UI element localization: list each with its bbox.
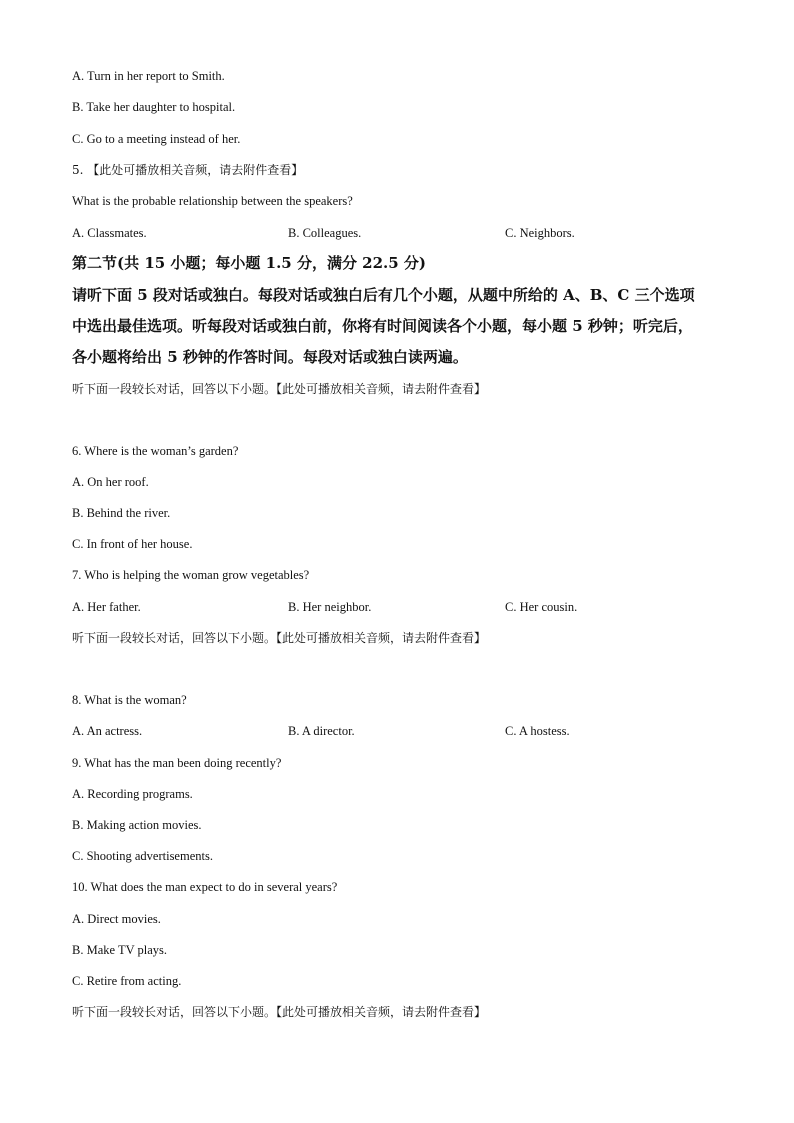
q7-stem: 7. Who is helping the woman grow vegetables? — [72, 568, 310, 582]
q6-option-b: B. Behind the river. — [72, 506, 171, 520]
listen-instruction-3: 听下面一段较长对话，回答以下小题。【此处可播放相关音频，请去附件查看】 — [72, 1005, 487, 1019]
q7-option-b: B. Her neighbor. — [288, 600, 372, 614]
q10-option-b: B. Make TV plays. — [72, 943, 168, 957]
q5-stem: What is the probable relationship between the speakers? — [72, 194, 353, 208]
q4-option-c: C. Go to a meeting instead of her. — [72, 132, 241, 146]
listen-instruction-1: 听下面一段较长对话，回答以下小题。【此处可播放相关音频，请去附件查看】 — [72, 382, 487, 396]
q8-option-a: A. An actress. — [72, 724, 143, 738]
instructions-line-1: 请听下面 5 段对话或独白。每段对话或独白后有几个小题，从题中所给的 A、B、C 三个选项 — [72, 286, 695, 304]
q4-option-a: A. Turn in her report to Smith. — [72, 69, 225, 83]
q6-stem: 6. Where is the woman’s garden? — [72, 444, 239, 458]
instructions-line-2: 中选出最佳选项。听每段对话或独白前，你将有时间阅读各个小题，每小题 5 秒钟；听完后， — [72, 317, 693, 335]
q8-stem: 8. What is the woman? — [72, 693, 187, 707]
q7-option-c: C. Her cousin. — [505, 600, 578, 614]
q9-option-b: B. Making action movies. — [72, 818, 202, 832]
q5-option-b: B. Colleagues. — [288, 226, 362, 240]
listen-instruction-2: 听下面一段较长对话，回答以下小题。【此处可播放相关音频，请去附件查看】 — [72, 631, 487, 645]
q9-option-c: C. Shooting advertisements. — [72, 849, 213, 863]
q5-audio-note: 5. 【此处可播放相关音频，请去附件查看】 — [72, 163, 304, 177]
q10-stem: 10. What does the man expect to do in several years? — [72, 880, 338, 894]
q10-option-a: A. Direct movies. — [72, 912, 161, 926]
q9-option-a: A. Recording programs. — [72, 787, 193, 801]
q4-option-b: B. Take her daughter to hospital. — [72, 100, 236, 114]
q5-option-a: A. Classmates. — [72, 226, 147, 240]
q8-option-c: C. A hostess. — [505, 724, 570, 738]
q6-option-a: A. On her roof. — [72, 475, 149, 489]
q5-option-c: C. Neighbors. — [505, 226, 575, 240]
section-title: 第二节(共 15 小题；每小题 1.5 分，满分 22.5 分) — [72, 254, 427, 272]
q8-option-b: B. A director. — [288, 724, 355, 738]
instructions-line-3: 各小题将给出 5 秒钟的作答时间。每段对话或独白读两遍。 — [72, 348, 468, 366]
q9-stem: 9. What has the man been doing recently? — [72, 756, 282, 770]
q7-option-a: A. Her father. — [72, 600, 141, 614]
q6-option-c: C. In front of her house. — [72, 537, 193, 551]
q10-option-c: C. Retire from acting. — [72, 974, 182, 988]
